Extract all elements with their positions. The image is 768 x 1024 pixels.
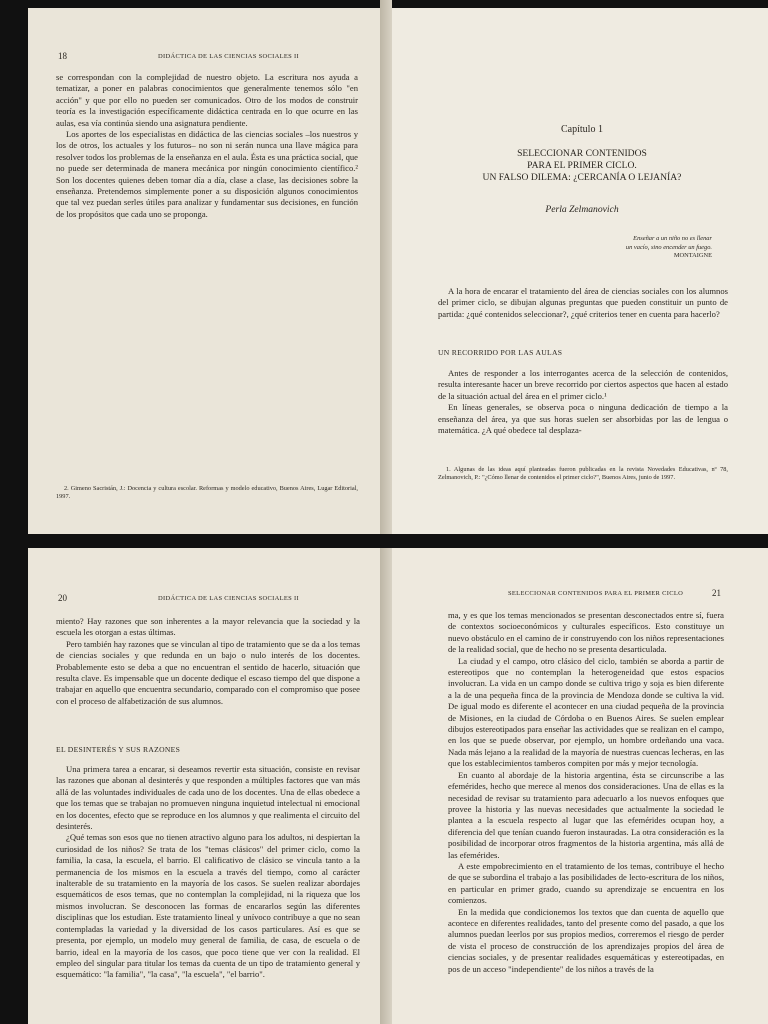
- paragraph: La ciudad y el campo, otro clásico del ciclo, también se aborda a partir de estereotipos que no contemplan la heterogeneidad que estos espacios involucran. La vida en un campo donde se cultiva trigo y soja es bien diferente a la de una pequeña finca de la provincia de Mendoza donde se cultiva la vid. De igual modo es diferente el acontecer en una ciudad pequeña de la provincia de Misiones, en la ciudad de Córdoba o en Buenos Aires. Se suelen emplear dibujos estereotipados para enseñar las actividades que se realizan en el campo, en los que se puede observar, por ejemplo, un hombre ordeñando una vaca. Nada más lejano a la realidad de la mayoría de nuestras cuencas lecheras, en las que los establecimientos tamberos compiten por más y mejor tecnología.: [448, 655, 724, 769]
- paragraph: ma, y es que los temas mencionados se presentan desconectados entre sí, fuera de contextos socioeconómicos y culturales específicos. Esto constituye un nuevo obstáculo en el camino de ir construyendo con los niños representaciones de la realidad social, que de hecho no se presenta desarticulada.: [448, 610, 724, 655]
- paragraph: En líneas generales, se observa poca o ninguna dedicación de tiempo a la enseñanza del área, ya que sus horas suelen ser absorbidas por las de lengua o matemática. ¿A qué obedece tal desplaza-: [438, 402, 728, 436]
- page-18: [28, 8, 380, 534]
- running-head: DIDÁCTICA DE LAS CIENCIAS SOCIALES II: [158, 595, 299, 602]
- paragraph: Pero también hay razones que se vinculan al tipo de tratamiento que se da a los temas de ciencias sociales y que redunda en un bajo o nulo interés de los docentes. Probablemente esto se deba a que no encuentran el sentido de hacerlo, situación que resulta clave. Es impensable que un docente dedique el escaso tiempo del que dispone a trabajar en aquello que encuentra secundario, comparado con el compromiso que posee con el proceso de alfabetización de sus alumnos.: [56, 638, 361, 706]
- epigraph: [562, 235, 712, 261]
- page-19: [392, 8, 768, 534]
- section-heading: EL DESINTERÉS Y SUS RAZONES: [56, 745, 181, 754]
- page-21: [392, 548, 768, 1024]
- page-number: 18: [58, 51, 67, 61]
- paragraph: miento? Hay razones que son inherentes a la mayor relevancia que la sociedad y la escuela les otorgan a estas últimas.: [56, 616, 360, 638]
- epigraph-author: MONTAIGNE: [673, 252, 712, 259]
- footnote: [56, 485, 358, 501]
- title-line: UN FALSO DILEMA: ¿CERCANÍA O LEJANÍA?: [482, 172, 682, 183]
- paragraph: En cuanto al abordaje de la historia argentina, ésta se circunscribe a las efemérides, hecho que merece al menos dos consideraciones. Una de ellas es la necesidad de revisar su tratamiento para adecuarlo a los nuevos enfoques que provee la historia y las nuevas necesidades que actualmente la sociedad le plantea a la escuela respecto al lugar que las efemérides ocupan hoy, a diferencia del que tenían cuando fueron instauradas. La otra consideración es la posibilidad de incorporar otros fragmentos de la historia argentina, más allá de las efemérides.: [448, 769, 724, 860]
- page-number: 20: [58, 593, 67, 603]
- paragraph: Los aportes de los especialistas en didáctica de las ciencias sociales –los nuestros y los de otros, los actuales y los futuros– no son ni serán nunca una llave mágica para resolver todos los problemas de la enseñanza en el aula. Ésta es una práctica social, que no puede ser determinada de manera mecánica por ningún conocimiento científico.² Son los docentes quienes deben tomar día a día, clase a clase, las decisiones sobre la enseñanza. Pretendemos simplemente poner a su disposición algunos conocimientos que tal vez puedan serles útiles para analizar y fundamentar sus decisiones, en función de los propósitos que cada uno se proponga.: [56, 129, 358, 219]
- paragraph: Una primera tarea a encarar, si deseamos revertir esta situación, consiste en revisar las razones que abonan al desinterés y que responden a múltiples factores que van más allá de las voluntades individuales de cada uno de los docentes. Una de ellas obedece a que los temas que se trabajan no promueven ninguna inquietud intelectual ni emocional en los docentes, efecto que se reproduce en los alumnos y que realimenta el circuito del desinterés.: [56, 764, 360, 832]
- spread-divider: [0, 534, 768, 548]
- section-heading: UN RECORRIDO POR LAS AULAS: [438, 348, 563, 357]
- intro-text: [438, 286, 728, 320]
- paragraph: En la medida que condicionemos los textos que dan cuenta de aquello que acontece en diferentes realidades, tanto del presente como del pasado, a que los alumnos puedan leerlos por sus propios medios, correremos el riesgo de perder de vista el proceso de construcción de los aprendizajes propios del área de ciencias sociales, y de presentar realidades esquemáticas y estereotipadas, en pos de un acceso "independiente" de los niños a través de la: [448, 906, 724, 974]
- footnote: [438, 466, 728, 482]
- page-number: 21: [712, 588, 721, 598]
- body-text: [438, 368, 728, 436]
- body-text: [56, 764, 360, 981]
- page-20: [28, 548, 380, 1024]
- paragraph: A la hora de encarar el tratamiento del área de ciencias sociales con los alumnos del primer ciclo, se dibujan algunas preguntas que pueden constituir un punto de partida: ¿qué contenidos seleccionar?, ¿qué criterios tener en cuenta para hacerlo?: [438, 286, 728, 319]
- book-gutter: [380, 0, 392, 1024]
- paragraph: se correspondan con la complejidad de nuestro objeto. La escritura nos ayuda a tematizar, a poner en palabras conocimientos que generalmente tenemos sólo "en acción" y que por ello no pueden ser comunicados. Otro de los modos de construir teoría es la investigación específicamente didáctica centrada en lo que ocurre en las aulas, esa vía continúa siendo una asignatura pendiente.: [56, 72, 358, 128]
- footnote-text: 1. Algunas de las ideas aquí planteadas fueron publicadas en la revista Novedades Educativas, nº 78, Zelmanovich, P.: "¿Cómo llenar de contenidos el primer ciclo?", Buenos Aires, junio de 1997.: [438, 466, 728, 481]
- chapter-author: Perla Zelmanovich: [545, 204, 619, 215]
- chapter-label: Capítulo 1: [561, 124, 603, 135]
- body-text: [56, 72, 358, 220]
- paragraph: Antes de responder a los interrogantes acerca de la selección de contenidos, resulta interesante hacer un breve recorrido por ciertos aspectos que hacen al estado de la situación actual del área en el primer ciclo.¹: [438, 368, 728, 401]
- paragraph: ¿Qué temas son esos que no tienen atractivo alguno para los adultos, ni despiertan la curiosidad de los niños? Se trata de los "temas clásicos" del primer ciclo, como la familia, la casa, la escuela, el barrio. El calificativo de clásico se vincula tanto a la permanencia de los mismos en la escuela a través del tiempo, como al carácter inalterable de su tratamiento en la mayoría de los casos. Se suelen realizar abordajes esquemáticos de esos temas, que no contemplan la complejidad, ni la riqueza que los mismos involucran. Se desconocen las formas de encararlos según las diferentes disciplinas que los estudian. Este tratamiento lineal y unívoco contribuye a que no sean contempladas la variedad y la diversidad de los casos particulares. Así es que se presenta, por ejemplo, un modelo muy general de familia, de casa, de escuela o de barrio, ideal en la mayoría de los casos, que poco tiene que ver con la realidad. El empleo del singular para titular los temas da cuenta de un tipo de tratamiento general y esquemático: "la familia", "la casa", "la escuela", "el barrio".: [56, 832, 360, 980]
- title-line: PARA EL PRIMER CICLO.: [527, 160, 637, 171]
- body-text: [448, 610, 724, 975]
- epigraph-line: Enseñar a un niño no es llenar: [633, 235, 712, 242]
- title-line: SELECCIONAR CONTENIDOS: [517, 148, 647, 159]
- body-text: [56, 616, 360, 707]
- paragraph: A este empobrecimiento en el tratamiento de los temas, contribuye el hecho de que se subordina el trabajo a las posibilidades de lecto-escritura de los niños, en particular en primer grado, cuando su aprendizaje se encuentra en los comienzos.: [448, 860, 724, 906]
- epigraph-line: un vacío, sino encender un fuego.: [625, 243, 712, 251]
- chapter-title: [432, 148, 732, 184]
- running-head: SELECCIONAR CONTENIDOS PARA EL PRIMER CICLO: [508, 590, 684, 597]
- footnote-text: 2. Gimeno Sacristán, J.: Docencia y cultura escolar. Reformas y modelo educativo, Buenos Aires, Lugar Editorial, 1997.: [56, 485, 358, 500]
- running-head: DIDÁCTICA DE LAS CIENCIAS SOCIALES II: [158, 53, 299, 60]
